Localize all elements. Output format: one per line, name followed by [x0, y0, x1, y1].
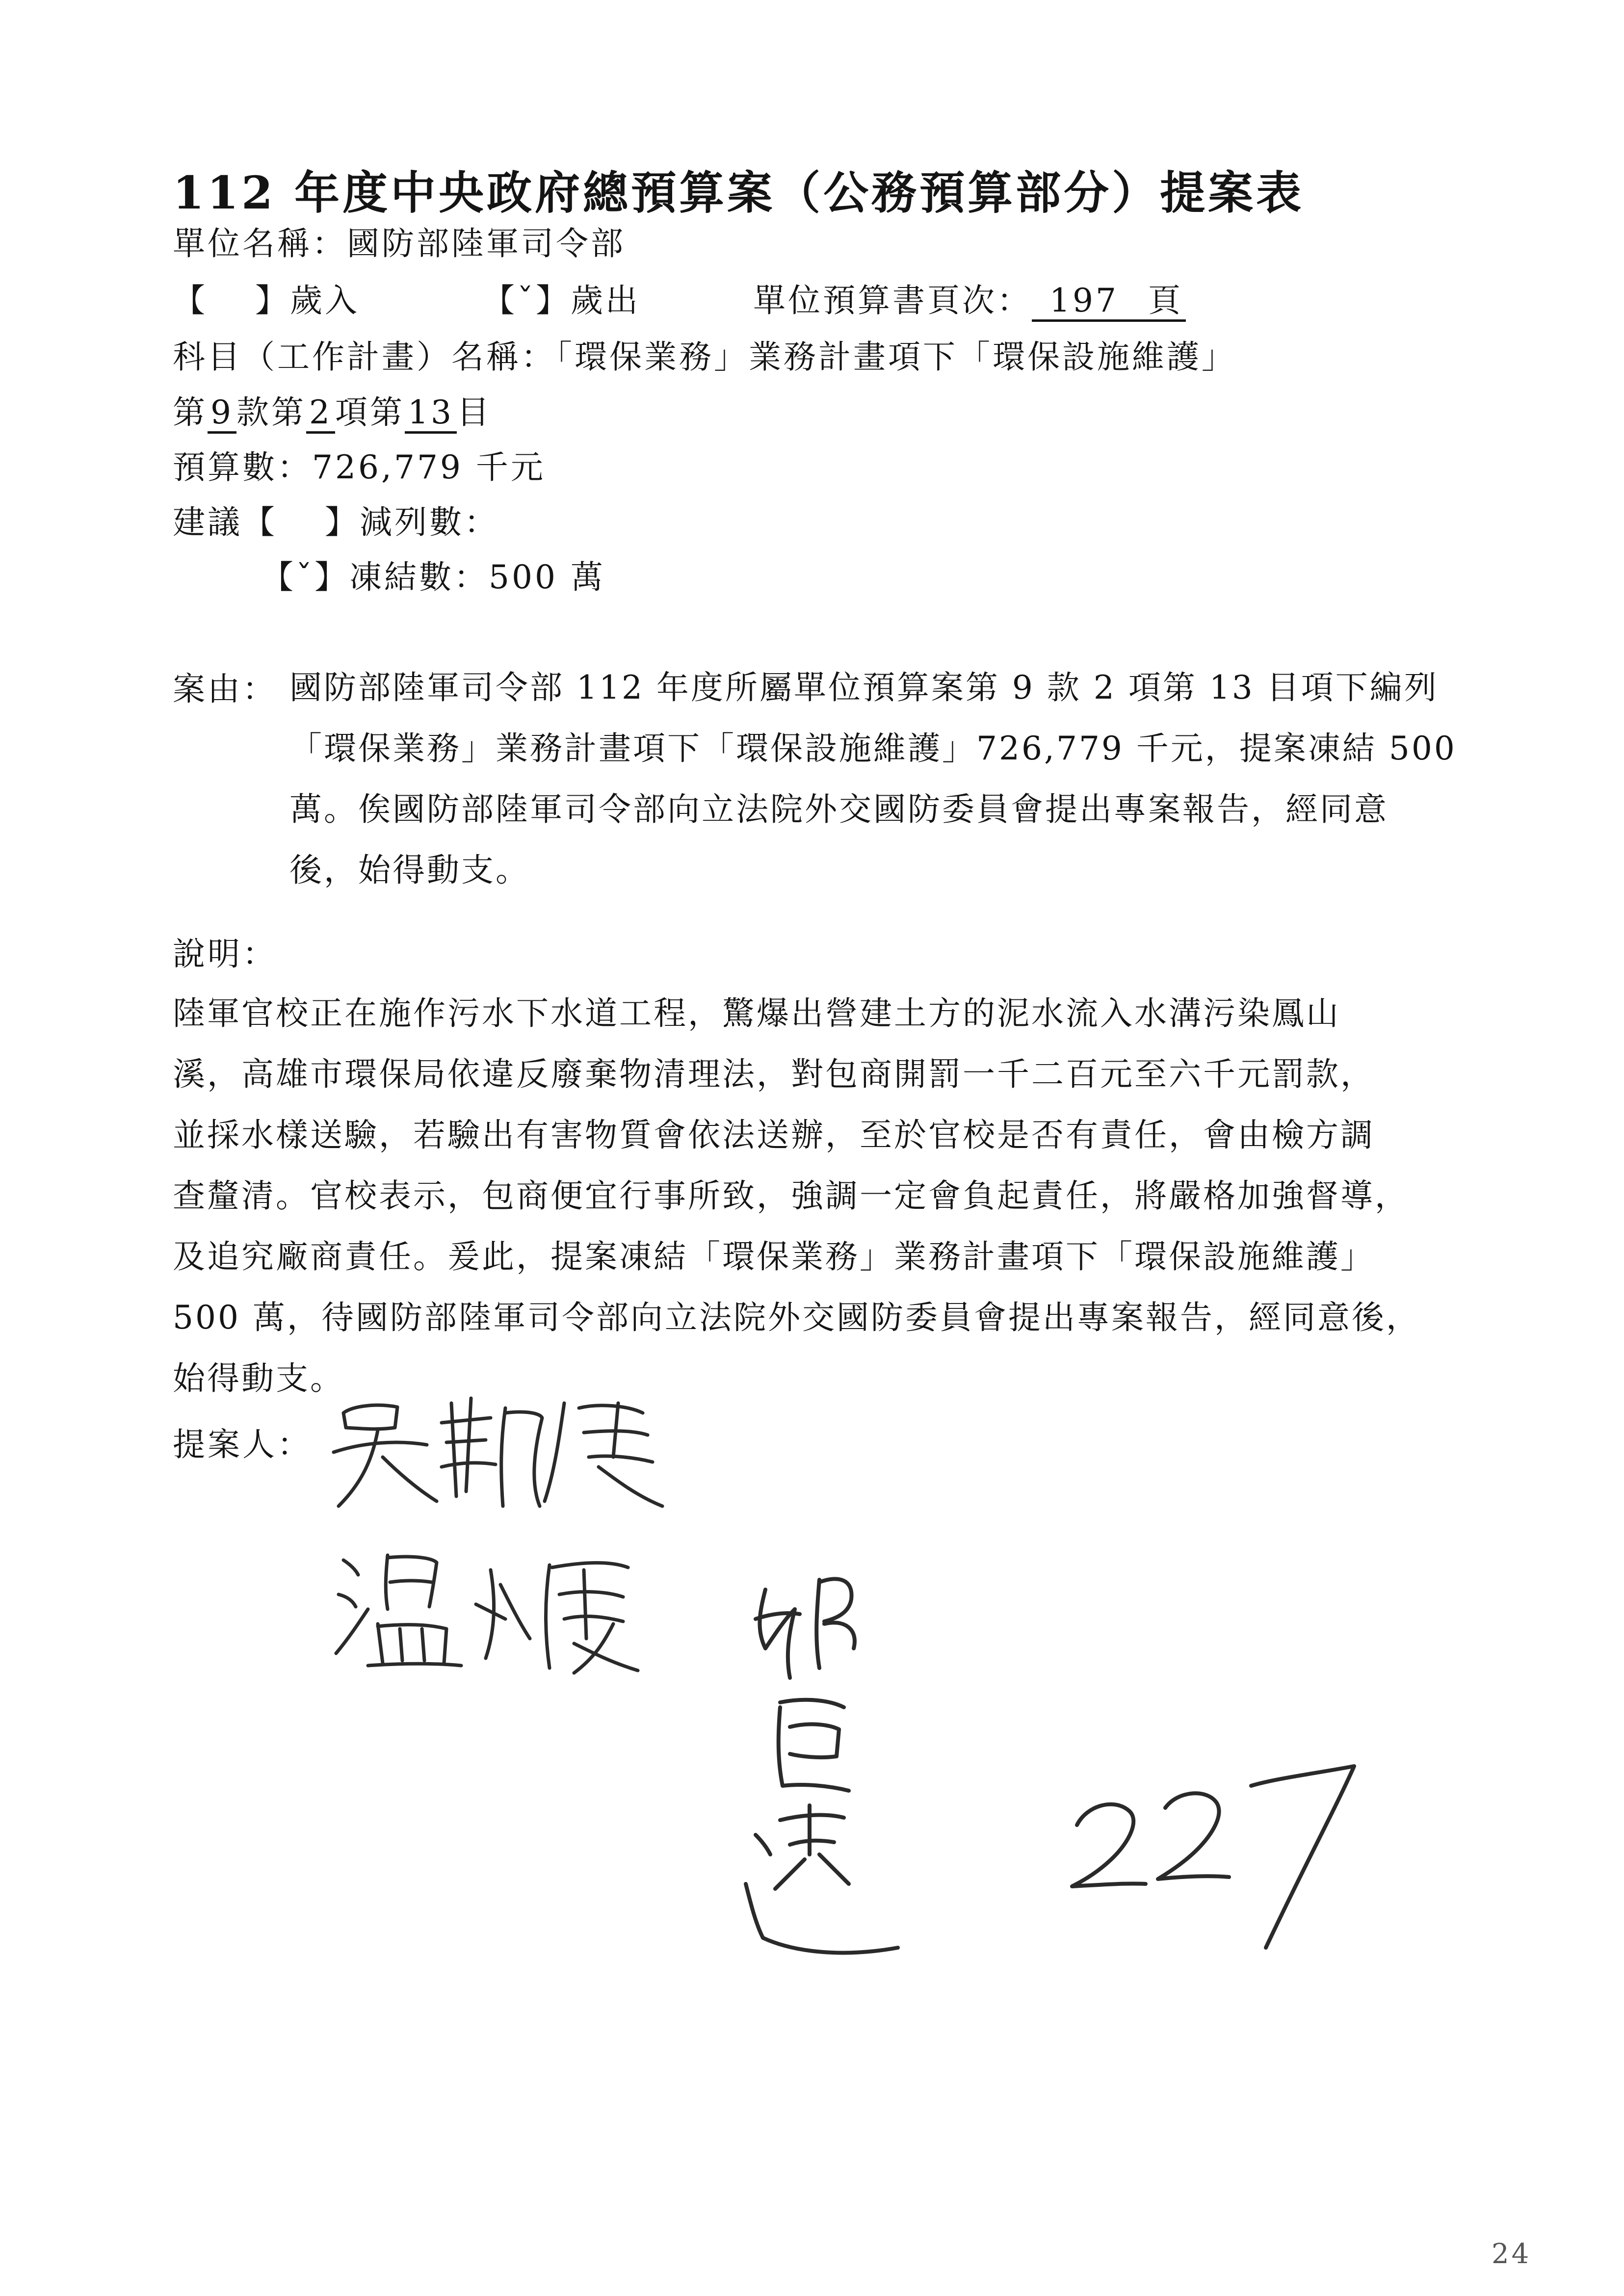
section-text-4: 目 [456, 393, 492, 431]
section-row [173, 391, 492, 435]
handwritten-page-number [1060, 1751, 1374, 1957]
section-text-1: 第 [173, 393, 208, 431]
subject-row [173, 335, 1236, 379]
page-footer-number: 24 [1492, 2238, 1532, 2270]
reason-label: 案由： [173, 670, 277, 708]
suggest-cut-row [173, 500, 499, 545]
budget-value: 726,779 千元 [312, 448, 546, 486]
unit-name-label: 單位名稱： [173, 225, 347, 262]
reason-line: 「環保業務」業務計畫項下「環保設施維護」726,779 千元，提案凍結 500 [289, 730, 1457, 767]
freeze-checkbox: 【ˇ】 [261, 558, 349, 596]
reason-line: 後，始得動支。 [289, 851, 530, 889]
explanation-line: 及追究廠商責任。爰此，提案凍結「環保業務」業務計畫項下「環保設施維護」 [173, 1238, 1375, 1276]
section-mu-value: 13 [405, 394, 457, 434]
revenue-label: 歲入 [289, 282, 360, 319]
freeze-value: 500 萬 [489, 558, 605, 596]
reason-line: 國防部陸軍司令部 112 年度所屬單位預算案第 9 款 2 項第 13 目項下編列 [289, 669, 1439, 706]
page-title: 112 年度中央政府總預算案（公務預算部分）提案表 [173, 166, 1305, 219]
subject-value: 「環保業務」業務計畫項下「環保設施維護」 [556, 338, 1236, 376]
category-row [173, 279, 1186, 323]
budget-book-page-value: 197 頁 [1032, 282, 1186, 322]
explanation-label: 說明： [173, 935, 277, 973]
revenue-checkbox: 【 】 [173, 282, 290, 319]
explanation-line: 並採水樣送驗，若驗出有害物質會依法送辦，至於官校是否有責任，會由檢方調 [173, 1116, 1375, 1154]
explanation-line: 溪，高雄市環保局依違反廢棄物清理法，對包商開罰一千二百元至六千元罰款， [173, 1055, 1375, 1093]
unit-name-row [173, 222, 626, 266]
suggest-freeze-row [261, 555, 605, 600]
expense-checkbox: 【ˇ】 [482, 282, 571, 319]
proposer-label: 提案人： [173, 1426, 312, 1463]
reason-text [289, 657, 1457, 901]
cut-checkbox: 【 】 [242, 503, 360, 541]
budget-label: 預算數： [173, 448, 312, 486]
expense-label: 歲出 [570, 282, 640, 319]
signature-3 [736, 1560, 922, 1962]
section-xiang-value: 2 [306, 394, 335, 434]
budget-book-page-label: 單位預算書頁次： [753, 282, 1032, 319]
section-text-3: 項第 [335, 393, 405, 431]
explanation-line: 始得動支。 [173, 1359, 344, 1397]
freeze-label: 凍結數： [349, 558, 489, 596]
explanation-line: 查釐清。官校表示，包商便宜行事所致，強調一定會負起責任，將嚴格加強督導， [173, 1177, 1409, 1215]
section-text-2: 款第 [236, 393, 306, 431]
budget-row [173, 445, 546, 490]
explanation-line: 500 萬，待國防部陸軍司令部向立法院外交國防委員會提出專案報告，經同意後， [173, 1299, 1420, 1336]
subject-label: 科目（工作計畫）名稱： [173, 338, 556, 376]
reason-line: 萬。俟國防部陸軍司令部向立法院外交國防委員會提出專案報告，經同意 [289, 790, 1388, 828]
suggest-label: 建議 [173, 503, 242, 541]
signature-2 [329, 1540, 662, 1678]
explanation-line: 陸軍官校正在施作污水下水道工程，驚爆出營建土方的泥水流入水溝污染鳳山 [173, 994, 1340, 1032]
unit-name-value: 國防部陸軍司令部 [347, 225, 626, 262]
signature-1 [324, 1383, 667, 1511]
explanation-text [173, 983, 1420, 1409]
section-kuan-value: 9 [208, 394, 236, 434]
cut-label: 減列數： [359, 503, 499, 541]
